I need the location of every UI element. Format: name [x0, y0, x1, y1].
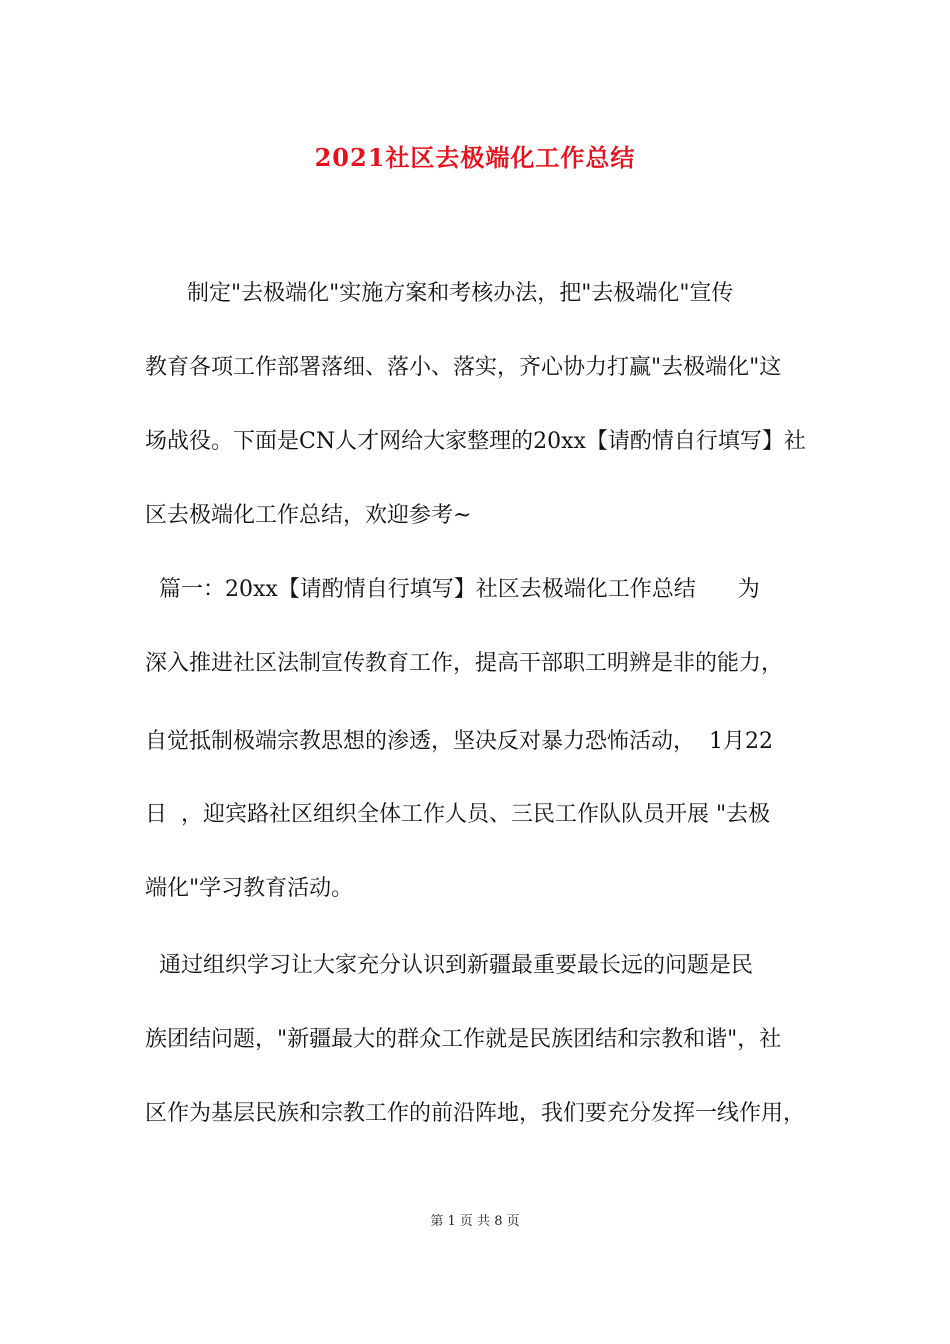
body-line-5: 篇一：20xx【请酌情自行填写】社区去极端化工作总结 为: [145, 577, 760, 602]
document-title: 2021社区去极端化工作总结: [314, 143, 636, 172]
body-line-6: 深入推进社区法制宣传教育工作，提高干部职工明辨是非的能力，: [145, 651, 784, 676]
body-line-1: 制定"去极端化"实施方案和考核办法，把"去极端化"宣传: [145, 281, 734, 306]
page-footer: 第 1 页 共 8 页: [430, 1214, 520, 1229]
body-line-9: 端化"学习教育活动。: [145, 876, 354, 901]
body-line-2: 教育各项工作部署落细、落小、落实，齐心协力打赢"去极端化"这: [145, 355, 782, 380]
body-line-10: 通过组织学习让大家充分认识到新疆最重要最长远的问题是民: [145, 953, 753, 978]
body-line-11: 族团结问题，"新疆最大的群众工作就是民族团结和宗教和谐"，社: [145, 1027, 782, 1052]
body-line-3: 场战役。下面是CN人才网给大家整理的20xx【请酌情自行填写】社: [145, 429, 806, 454]
body-line-4: 区去极端化工作总结，欢迎参考~: [145, 503, 472, 528]
body-line-12: 区作为基层民族和宗教工作的前沿阵地，我们要充分发挥一线作用，: [145, 1101, 806, 1126]
body-line-8: 日 ，迎宾路社区组织全体工作人员、三民工作队队员开展 "去极: [145, 802, 771, 827]
body-line-7: 自觉抵制极端宗教思想的渗透，坚决反对暴力恐怖活动， 1月22: [145, 729, 773, 754]
